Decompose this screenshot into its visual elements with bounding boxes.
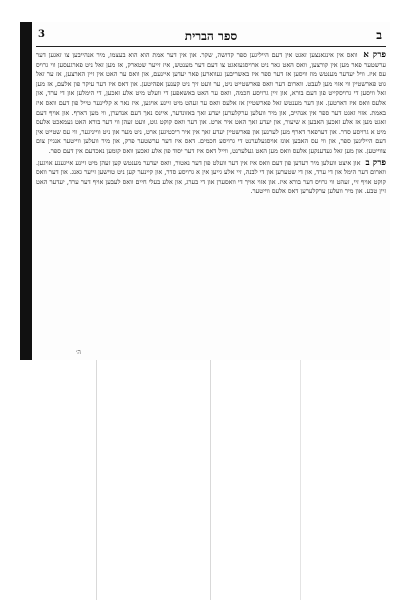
book-title: ספר הברית: [184, 29, 238, 43]
scanned-page: [20, 22, 390, 360]
chapter-paragraph: [36, 159, 386, 197]
page-text-area: [36, 28, 386, 358]
chapter-heading: פרק ב: [365, 157, 386, 168]
scan-line: [300, 360, 301, 600]
header-letter: ב: [376, 28, 382, 42]
chapter-paragraph: [36, 51, 386, 157]
scan-line: [210, 360, 211, 600]
scan-line: [96, 360, 97, 600]
chapter-heading: פרק א: [363, 50, 386, 60]
page-number: 3: [38, 29, 45, 40]
signature-mark: ה׳: [76, 349, 81, 356]
binding-edge: [20, 22, 32, 360]
chapter-body: און איצט וועלען מיר רעדען פון דעם וואס איז אין דער וועלט פון דער נאטור, וואס יעדער מענטש קען זעהן מיט זיינע אייגענע אויגען. ווארום דער הימל און די ערד, און די שטערען און די לבנה, זיי אלע גייען אין א גרויסע סדר, און קיינער קען ניט טוישען זייער גאנג. און דער וואס קוקט אויף זיי, זעהט ווי גרויס דער בורא איז. און אזוי אויך די וואסערן און די בערג, און אלע בעלי חיים וואס לעבען אויף דער ערד, יעדער האט זיין טבע. און מיר וועלען ערקלערען דאס אלעס ווייטער.: [36, 158, 386, 196]
running-header: [36, 28, 386, 47]
chapter-body: וואס אין אינגאנצען זאגט אין דעם הייליגען ספר קדושה, שקר. און אין דער אמת הוא הוא בעצמו, מיר אנהייבען צו זאגען דער ערשטער פאר מען אין קורצען, וואס האט גאר ניט ארויסגעזאגט צו דעם דער מענטש, איז זייער שטארק, אז מען זאל ניט פארגעסען ווי גרויס עס איז. וויל יעדער מענטש מוז וויסען אז דער ספר איז באשריבען געווארען פאר יעדען איינעם, און וואס ער האט אין זיין הארצען, אז ער זאל גוט פארשטיין ווי אזוי מען לעבט. ווארום דער וואס פארשטייט ניט, ער וועט זיך ניט קענען אפהיטען. און דאס איז דער עיקר פון אלעם, אז מען זאל וויסען די גרויסקייט פון דעם בורא, און זיין גרויסע חכמה, וואס ער האט באשאפען די וועלט מיט אלע זאכען, די הימלען און די ערד, און אלעס וואס איז דארטען. און דער מענטש זאל פארשטיין אז אלעס וואס ער זעהט מיט זיינע אויגען, איז נאר א קליינער טייל פון דעם וואס איז באמת. אזוי זאגט דער ספר אין אנהייב, און מיר וועלען ערקלערען יעדע זאך באזונדער, איינס נאך דעם אנדערן, ווי מען דארף. און אויף דעם זאגט מען אז אלע זאכען האבען א שיעור, און יעדע זאך האט איר ארט. און דער וואס קוקט גוט, וועט זעהן ווי דער בורא האט געמאכט אלעס מיט א גרויסע סדר. און דערפאר דארף מען לערנען און פארשטיין יעדע זאך אין איר ריכטיגען ארט, ניט מער און ניט ווייניגער, ווי עס שטייט אין דעם הייליגען ספר, און ווי עס האבען אונז אויסגעלערנט די גרויסע חכמים. דאס איז דער ערשטער פרק, און מיר וועלען ווייטער אנגיין צום צווייטען. און מען זאל געדענקען אלעס וואס מען האט געלערנט, ווייל דאס איז דער יסוד פון אלע זאכען וואס קומען נאכדעם אין דעם ספר.: [36, 51, 386, 155]
